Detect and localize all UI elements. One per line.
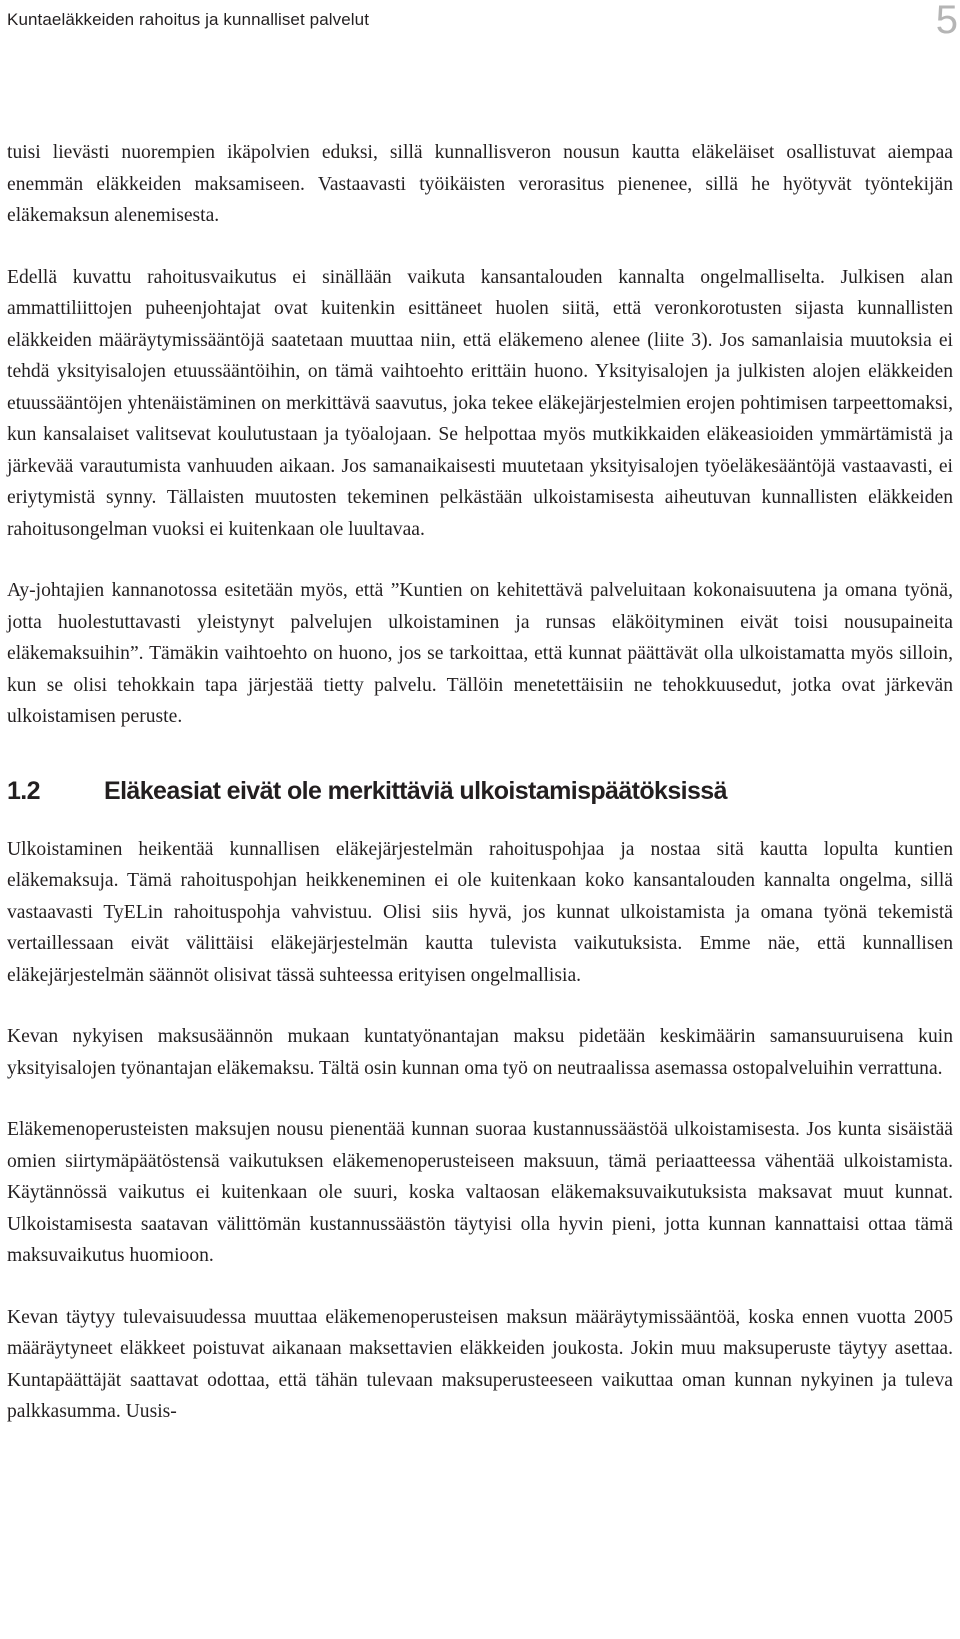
body-paragraph: tuisi lievästi nuorempien ikäpolvien eduksi, sillä kunnallisveron nousun kautta eläkeläiset osallistuvat aiempaa enemmän eläkkeiden maksamiseen. Vastaavasti työikäisten verorasitus pienenee, sillä he hyötyvät työntekijän eläkemaksun alenemisesta. <box>7 142 953 226</box>
body-paragraph: Ulkoistaminen heikentää kunnallisen eläkejärjestelmän rahoituspohjaa ja nostaa sitä kautta lopulta kuntien eläkemaksuja. Tämä rahoituspohjan heikkeneminen ei ole kuitenkaan koko kansantalouden kannalta ongelma, sillä vastaavasti TyELin rahoituspohja vahvistuu. Olisi siis hyvä, jos kunnat ulkoistamista ja omana työnä tekemistä vertaillessaan eivät välittäisi eläkejärjestelmän kautta tulevista vaikutuksista. Emme näe, että kunnallisen eläkejärjestelmän säännöt olisivat tässä suhteessa erityisen ongelmallisia. <box>7 838 953 986</box>
body-paragraph: Kevan täytyy tulevaisuudessa muuttaa eläkemenoperusteisen maksun määräytymissääntöä, koska ennen vuotta 2005 määräytyneet eläkkeet poistuvat aikanaan maksettavien eläkkeiden joukosta. Jokin muu maksuperuste täytyy asettaa. Kuntapäättäjät saattavat odottaa, että tähän tulevaan maksuperusteeseen vaikuttaa oman kunnan nykyinen ja tuleva palkkasumma. Uusis- <box>7 1306 953 1422</box>
page-body <box>7 137 953 1458</box>
page-number: 5 <box>935 0 958 42</box>
body-paragraph: Edellä kuvattu rahoitusvaikutus ei sinällään vaikuta kansantalouden kannalta ongelmalliselta. Julkisen alan ammattiliittojen puheenjohtajat ovat kuitenkin esittäneet huolen siitä, että veronkorotusten sijasta kunnallisten eläkkeiden määräytymissääntöjä saatetaan muuttaa niin, että eläkemeno alenee (liite 3). Jos samanlaisia muutoksia ei tehdä yksityisalojen etuussääntöihin, on tämä vaihtoehto erittäin huono. Yksityisalojen ja julkisten alojen eläkkeiden etuussääntöjen yhtenäistäminen on merkittävä saavutus, joka tekee eläkejärjestelmien erojen pohtimisen tarpeettomaksi, kun kansalaiset valitsevat koulutustaan ja työalojaan. Se helpottaa myös mutkikkaiden eläkeasioiden ymmärtämistä ja järkevää varautumista vanhuuden aikaan. Jos samanaikaisesti muutetaan yksityisalojen työeläkesääntöjä vastaavasti, ei eriytymistä synny. Tällaisten muutosten tekeminen pelkästään ulkoistamisesta aiheutuvan kunnallisten eläkkeiden rahoitusongelman vuoksi ei kuitenkaan ole luultavaa. <box>7 266 953 540</box>
body-paragraph: Eläkemenoperusteisten maksujen nousu pienentää kunnan suoraa kustannussäästöä ulkoistamisesta. Jos kunta sisäistää omien siirtymäpäätöstensä vaikutuksen eläkemenoperusteiseen maksuun, tämä periaatteessa vähentää ulkoistamista. Käytännössä vaikutus ei kuitenkaan ole suuri, koska valtaosan eläkemaksuvaikutuksista maksavat muut kunnat. Ulkoistamisesta saatavan välittömän kustannussäästön täytyisi olla hyvin pieni, jotta kunnan kannattaisi ottaa tämä maksuvaikutus huomioon. <box>7 1119 953 1266</box>
section-title: Eläkeasiat eivät ole merkittäviä ulkoistamispäätöksissä <box>104 776 727 805</box>
section-heading <box>7 777 953 806</box>
body-paragraph: Kevan nykyisen maksusäännön mukaan kuntatyönantajan maksu pidetään keskimäärin samansuuruisena kuin yksityisalojen työnantajan eläkemaksu. Tältä osin kunnan oma työ on neutraalissa asemassa ostopalveluihin verrattuna. <box>7 1026 953 1079</box>
running-title: Kuntaeläkkeiden rahoitus ja kunnalliset palvelut <box>7 10 370 29</box>
body-paragraph: Ay-johtajien kannanotossa esitetään myös, että ”Kuntien on kehitettävä palveluitaan kokonaisuutena ja omana työnä, jotta huolestuttavasti yleistynyt palvelujen ulkoistaminen ja runsas eläköityminen eivät toisi nousupaineita eläkemaksuihin”. Tämäkin vaihtoehto on huono, jos se tarkoittaa, että kunnat päättävät olla ulkoistamatta myös silloin, kun se olisi tehokkain tapa järjestää tietty palvelu. Tällöin menetettäisiin ne tehokkuusedut, jotka ovat järkevän ulkoistamisen peruste. <box>7 580 953 727</box>
section-number: 1.2 <box>7 776 40 805</box>
